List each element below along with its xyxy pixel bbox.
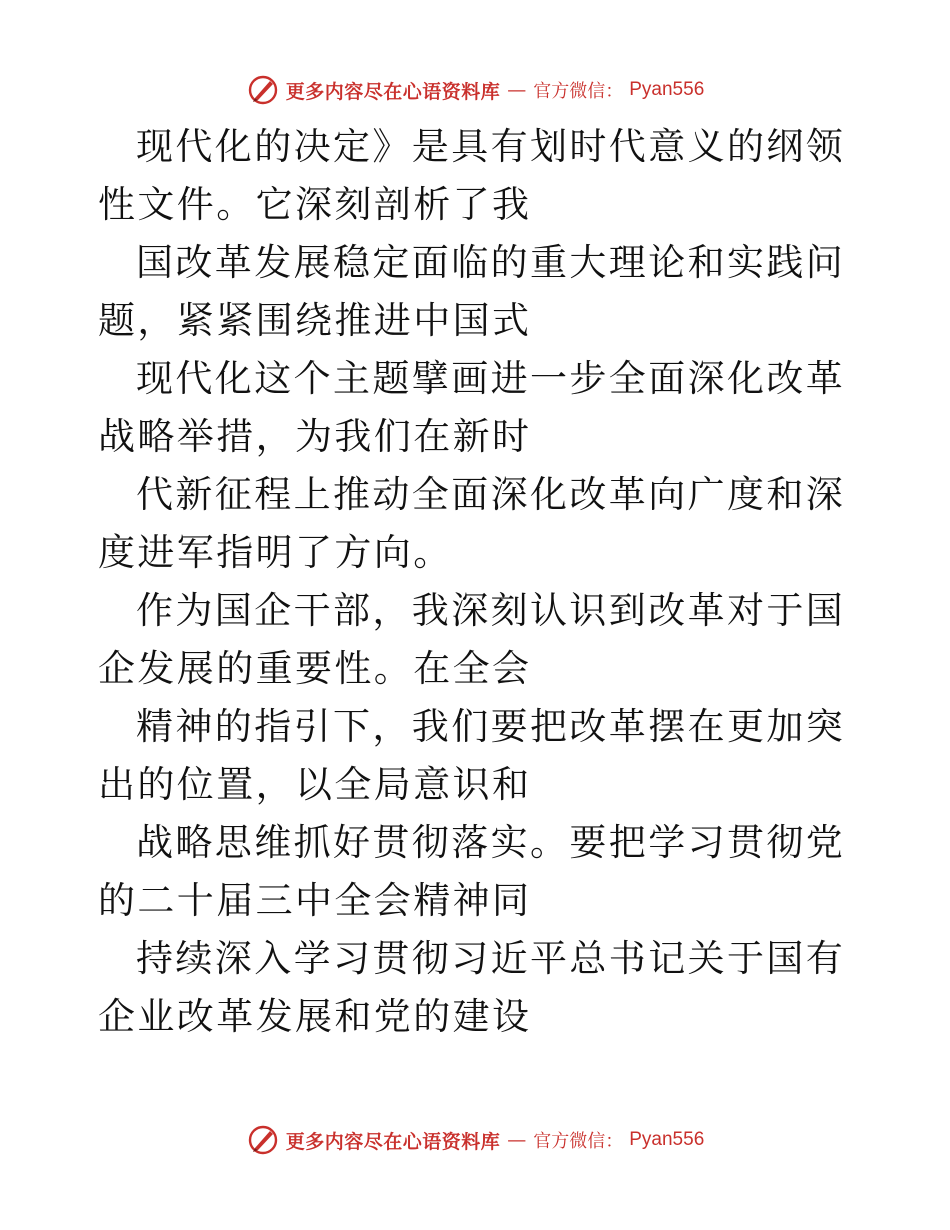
body-paragraph: 现代化这个主题擘画进一步全面深化改革战略举措，为我们在新时 bbox=[98, 357, 846, 458]
footer-banner-dash: — bbox=[507, 1129, 527, 1151]
body-paragraph: 精神的指引下，我们要把改革摆在更加突出的位置，以全局意识和 bbox=[98, 705, 846, 806]
body-paragraph: 作为国企干部，我深刻认识到改革对于国企发展的重要性。在全会 bbox=[98, 589, 846, 690]
body-paragraph: 国改革发展稳定面临的重大理论和实践问题，紧紧围绕推进中国式 bbox=[98, 241, 846, 342]
header-banner bbox=[0, 70, 950, 110]
body-paragraph: 持续深入学习贯彻习近平总书记关于国有企业改革发展和党的建设 bbox=[98, 937, 846, 1038]
document-body bbox=[98, 118, 858, 1046]
body-paragraph: 现代化的决定》是具有划时代意义的纲领性文件。它深刻剖析了我 bbox=[98, 125, 846, 226]
footer-wechat-label: 官方微信： bbox=[533, 1131, 624, 1152]
header-wechat-label: 官方微信： bbox=[533, 81, 624, 102]
body-paragraph: 战略思维抓好贯彻落实。要把学习贯彻党的二十届三中全会精神同 bbox=[98, 821, 846, 922]
header-banner-title: 更多内容尽在心语资料库 bbox=[285, 80, 501, 103]
body-paragraph: 代新征程上推动全面深化改革向广度和深度进军指明了方向。 bbox=[98, 473, 846, 574]
footer-banner bbox=[0, 1120, 950, 1160]
quill-logo-icon bbox=[246, 73, 280, 107]
footer-banner-title: 更多内容尽在心语资料库 bbox=[285, 1130, 501, 1153]
header-banner-dash: — bbox=[507, 79, 527, 101]
quill-logo-icon bbox=[246, 1123, 280, 1157]
header-wechat-handle: Pyan556 bbox=[629, 79, 705, 100]
footer-wechat-handle: Pyan556 bbox=[629, 1129, 705, 1150]
